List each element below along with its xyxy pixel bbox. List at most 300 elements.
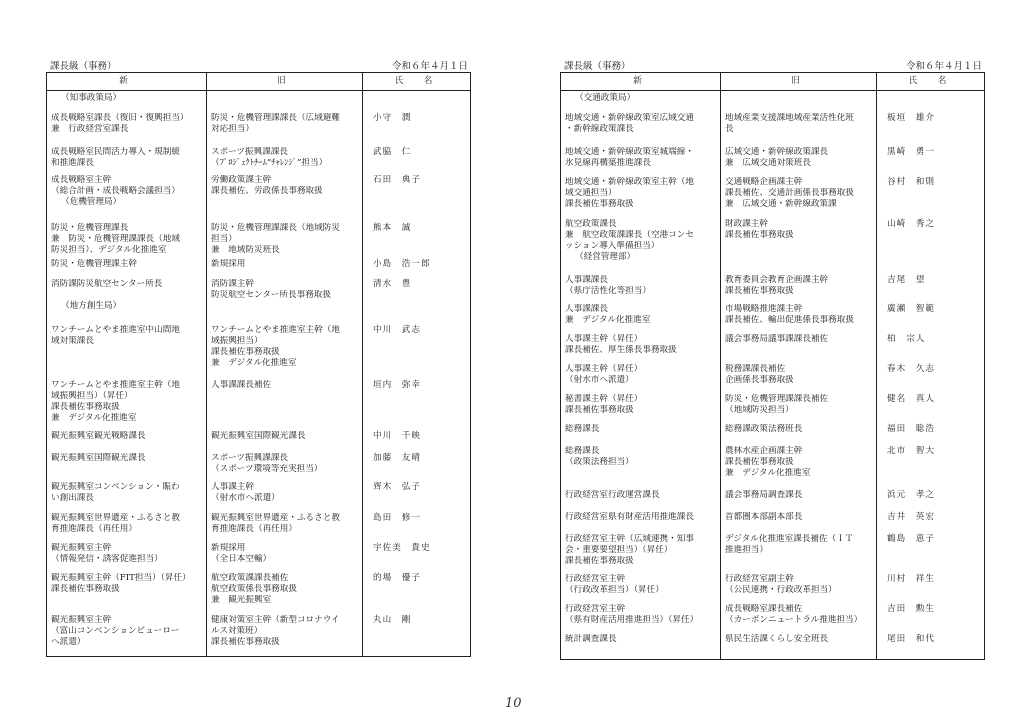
new-position-cell [561, 488, 721, 510]
cell-line: 観光振興室国際観光課長 [51, 452, 146, 463]
cell-line: 人事課課長 [565, 274, 608, 285]
person-name-cell [363, 571, 471, 613]
person-name: 健名 真人 [887, 393, 935, 404]
new-position-cell [561, 510, 721, 532]
cell-line: デジタル化推進室課長補佐（ＩＴ [725, 533, 854, 544]
cell-line: 観光振興室国際観光課長 [211, 430, 306, 441]
cell-line: 総務課政策法務班長 [725, 423, 803, 434]
cell-line: 交通戦略企画課主幹 [725, 176, 803, 187]
new-position-cell [47, 378, 207, 429]
old-position-cell [207, 257, 363, 277]
cell-line: 航空政策係長事務取扱 [211, 583, 297, 594]
person-name-cell [363, 429, 471, 451]
cell-line: （政策法務担当） [565, 456, 634, 467]
cell-line: 県民生活課くらし安全班長 [725, 633, 829, 644]
cell-line: 兼 デジタル化推進室 [211, 357, 297, 368]
cell-line: （射水市へ派遣） [211, 492, 280, 503]
cell-line: 防災・危機管理課主幹 [51, 258, 137, 269]
table-row [47, 571, 471, 613]
new-position-cell [561, 91, 721, 111]
person-name-cell [877, 91, 985, 111]
person-name-cell [877, 632, 985, 660]
cell-line: 防災・危機管理課長 [51, 222, 129, 233]
person-name-cell [877, 422, 985, 444]
left-page [46, 58, 470, 657]
person-name-cell [363, 323, 471, 378]
old-position-cell [721, 175, 877, 217]
person-name-cell [877, 111, 985, 145]
new-position-cell [47, 429, 207, 451]
cell-line: （地域防災担当） [725, 404, 794, 415]
cell-line: （情報発信・誘客促進担当） [51, 553, 163, 564]
old-position-cell [721, 362, 877, 392]
person-name: 鶴島 恵子 [887, 533, 935, 544]
new-position-cell [47, 480, 207, 511]
cell-line: 兼 デジタル化推進室 [565, 314, 651, 325]
cell-line: 観光振興室主幹 [51, 614, 112, 625]
person-name-cell [363, 173, 471, 221]
person-name: 中川 武志 [373, 324, 421, 335]
cell-line: 行政経営室行政運営課長 [565, 489, 660, 500]
cell-line: 課長補佐、交通計画係長事務取扱 [725, 187, 854, 198]
person-name-cell [363, 451, 471, 480]
new-position-cell [561, 332, 721, 362]
person-name-cell [877, 362, 985, 392]
new-position-cell [561, 602, 721, 632]
cell-line: 防災・危機管理課課長（広域避難 [211, 112, 340, 123]
cell-line: 航空政策課課長補佐 [211, 572, 289, 583]
cell-line: 消防課主幹 [211, 278, 254, 289]
header-new: 新 [47, 73, 207, 91]
cell-line: 課長補佐事務取扱 [725, 456, 794, 467]
table-row [47, 221, 471, 257]
table-row [561, 332, 985, 362]
header-name: 氏 名 [877, 73, 985, 91]
cell-line: 議会事務局議事課課長補佐 [725, 333, 829, 344]
person-name-cell [877, 602, 985, 632]
person-name-cell [363, 277, 471, 323]
table-row [561, 111, 985, 145]
cell-line: 観光振興室主幹（FIT担当）（昇任） [51, 572, 191, 583]
cell-line: 兼 地域防災班長 [211, 244, 280, 255]
cell-line: 兼 防災・危機管理課課長（地域 [51, 233, 180, 244]
cell-line: 防災担当）、デジタル化推進室 [51, 244, 167, 255]
cell-line: 市場戦略推進課主幹 [725, 303, 803, 314]
person-name: 吉井 英宏 [887, 511, 935, 522]
table-row [561, 422, 985, 444]
header-name: 氏 名 [363, 73, 471, 91]
person-name-cell [363, 511, 471, 541]
cell-line: 観光振興室世界遺産・ふるさと教 [211, 512, 340, 523]
person-name-cell [363, 145, 471, 173]
old-position-cell [207, 451, 363, 480]
cell-line: 労働政策課主幹 [211, 174, 272, 185]
cell-line: 人事課課長 [565, 303, 608, 314]
cell-line: （総合計画・成長戦略会議担当） [51, 185, 180, 196]
cell-line: 首都圏本部副本部長 [725, 511, 803, 522]
cell-line: 課長補佐事務取扱 [51, 583, 120, 594]
person-name: 川村 祥生 [887, 573, 935, 584]
cell-line: 兼 行政経営室課長 [51, 123, 129, 134]
table-row [561, 632, 985, 660]
cell-line: 課長補佐事務取扱 [565, 404, 634, 415]
old-position-cell [207, 613, 363, 657]
person-name: 黒崎 勇一 [887, 146, 935, 157]
table-row [47, 451, 471, 480]
cell-line: 課長補佐、労政係長事務取扱 [211, 185, 323, 196]
person-name: 北市 智大 [887, 445, 935, 456]
table-row [561, 91, 985, 111]
new-position-cell [561, 632, 721, 660]
left-page-header [46, 58, 470, 72]
cell-line: 兼 広域交通・新幹線政策課 [725, 198, 837, 209]
cell-line: 統計調査課長 [565, 633, 617, 644]
old-position-cell [721, 302, 877, 332]
cell-line: （県庁活性化等担当） [565, 285, 651, 296]
person-name-cell [877, 145, 985, 175]
header-old: 旧 [207, 73, 363, 91]
cell-line: 兼 広域交通対策班長 [725, 157, 811, 168]
old-position-cell [721, 532, 877, 572]
table-row [561, 392, 985, 422]
cell-line: 域振興担当）（昇任） [51, 390, 133, 401]
old-position-cell [207, 429, 363, 451]
person-name [367, 93, 373, 103]
section-heading: （地方創生局） [61, 300, 122, 311]
cell-line: 行政経営室主幹 [565, 603, 626, 614]
cell-line: ・新幹線政策課長 [565, 123, 634, 134]
new-position-cell [47, 145, 207, 173]
right-page-header [560, 58, 984, 72]
cell-line: 新規採用 [211, 542, 246, 553]
cell-line: 議会事務局調査課長 [725, 489, 803, 500]
old-position-cell [721, 572, 877, 602]
person-name: 熊本 誠 [373, 222, 412, 233]
cell-line: スポーツ振興課課長 [211, 452, 289, 463]
old-position-cell [721, 488, 877, 510]
new-position-cell [47, 277, 207, 323]
cell-line: 課長補佐事務取扱 [725, 229, 794, 240]
person-name: 武脇 仁 [373, 146, 412, 157]
cell-line: 人事課主幹（昇任） [565, 333, 643, 344]
cell-line: 行政経営室副主幹 [725, 573, 794, 584]
cell-line: 課長補佐事務取扱 [725, 285, 794, 296]
cell-line: 防災・危機管理課課長（地域防災 [211, 222, 340, 233]
cell-line: ッション導入準備担当） [565, 240, 660, 251]
cell-line: ワンチームとやま推進室主幹（地 [211, 324, 340, 335]
cell-line: （射水市へ派遣） [565, 374, 634, 385]
cell-line: 航空政策課長 [565, 218, 617, 229]
old-position-cell [721, 145, 877, 175]
person-name-cell [877, 332, 985, 362]
table-row [47, 145, 471, 173]
new-position-cell [47, 323, 207, 378]
new-position-cell [561, 392, 721, 422]
person-name: 小島 浩一郎 [373, 258, 431, 269]
person-name: 吉尾 望 [887, 274, 926, 285]
cell-line: ワンチームとやま推進室主幹（地 [51, 379, 180, 390]
person-name: 山崎 秀之 [887, 218, 935, 229]
person-name-cell [363, 378, 471, 429]
person-name: 島田 修一 [373, 512, 421, 523]
table-row [47, 613, 471, 657]
cell-line: 課長補佐事務取扱 [211, 346, 280, 357]
cell-line: 対応担当） [211, 123, 254, 134]
personnel-table-right [560, 72, 985, 660]
cell-line: 地域産業支援課地域産業活性化班 [725, 112, 854, 123]
person-name: 加藤 友晴 [373, 452, 421, 463]
cell-line: （県有財産活用推進担当）（昇任） [565, 614, 699, 625]
old-position-cell [207, 541, 363, 571]
cell-line: 兼 観光振興室 [211, 594, 272, 605]
old-position-cell [721, 422, 877, 444]
table-row [561, 572, 985, 602]
person-name: 垣内 弥幸 [373, 379, 421, 390]
cell-line: 課長補佐事務取扱 [565, 555, 634, 566]
person-name: 小守 潤 [373, 112, 412, 123]
table-row [561, 302, 985, 332]
cell-line: 課長補佐、輸出促進係長事務取扱 [725, 314, 854, 325]
header-new: 新 [561, 73, 721, 91]
table-row [47, 277, 471, 323]
old-position-cell [721, 332, 877, 362]
person-name-cell [877, 217, 985, 273]
new-position-cell [47, 257, 207, 277]
person-name-cell [877, 392, 985, 422]
right-page [560, 58, 984, 660]
old-position-cell [207, 91, 363, 111]
page-number: 10 [505, 696, 522, 711]
class-label: 課長級（事務） [50, 61, 117, 72]
old-position-cell [721, 273, 877, 302]
old-position-cell [207, 323, 363, 378]
cell-line: 総務課長 [565, 423, 600, 434]
table-row [561, 273, 985, 302]
cell-line: スポーツ振興課課長 [211, 146, 289, 157]
table-row [47, 257, 471, 277]
new-position-cell [47, 111, 207, 145]
table-row [561, 488, 985, 510]
cell-line: 長 [725, 123, 734, 134]
table-row [561, 362, 985, 392]
old-position-cell [721, 111, 877, 145]
person-name: 宇佐美 貴史 [373, 542, 431, 553]
old-position-cell [207, 277, 363, 323]
old-position-cell [721, 602, 877, 632]
cell-line: 観光振興室世界遺産・ふるさと教 [51, 512, 180, 523]
cell-line: 地域交通・新幹線政策室広域交通 [565, 112, 694, 123]
cell-line: ワンチームとやま推進室中山間地 [51, 324, 180, 335]
cell-line: 推進担当） [725, 544, 768, 555]
person-name: 春木 久志 [887, 363, 935, 374]
cell-line: い創出課長 [51, 492, 94, 503]
person-name: 谷村 和則 [887, 176, 935, 187]
person-name: 吉田 勲生 [887, 603, 935, 614]
old-position-cell [207, 480, 363, 511]
new-position-cell [47, 173, 207, 221]
cell-line: 和推進課長 [51, 157, 94, 168]
person-name-cell [877, 175, 985, 217]
cell-line: 新規採用 [211, 258, 246, 269]
cell-line: 人事課課長補佐 [211, 379, 272, 390]
table-row [561, 444, 985, 488]
cell-line: 域振興担当） [211, 335, 263, 346]
cell-line: 成長戦略室課長（復旧・復興担当） [51, 112, 189, 123]
new-position-cell [561, 302, 721, 332]
cell-line: （行政改革担当）（昇任） [565, 584, 664, 595]
new-position-cell [47, 91, 207, 111]
cell-line: （公民連携・行政改革担当） [725, 584, 837, 595]
person-name-cell [877, 510, 985, 532]
personnel-table-left [46, 72, 471, 657]
new-position-cell [561, 217, 721, 273]
person-name: 齊木 弘子 [373, 481, 421, 492]
person-name: 中川 千映 [373, 430, 421, 441]
cell-line: 健康対策室主幹（新型コロナウイ [211, 614, 340, 625]
person-name-cell [363, 613, 471, 657]
class-label: 課長級（事務） [564, 61, 631, 72]
person-name: 廣瀬 智範 [887, 303, 935, 314]
section-heading: （経営管理部） [575, 251, 636, 262]
cell-line: 地域交通・新幹線政策室城端線・ [565, 146, 694, 157]
person-name: 的場 優子 [373, 572, 421, 583]
cell-line: （スポーツ環境等充実担当） [211, 463, 323, 474]
cell-line: 人事課主幹（昇任） [565, 363, 643, 374]
date-label: 令和６年４月１日 [905, 61, 982, 72]
person-name-cell [877, 488, 985, 510]
person-name-cell [363, 221, 471, 257]
person-name: 板垣 雄介 [887, 112, 935, 123]
person-name-cell [363, 480, 471, 511]
table-row [47, 480, 471, 511]
new-position-cell [561, 111, 721, 145]
cell-line: 観光振興室主幹 [51, 542, 112, 553]
cell-line: 秘書課主幹（昇任） [565, 393, 643, 404]
person-name-cell [877, 273, 985, 302]
cell-line: 人事課主幹 [211, 481, 254, 492]
old-position-cell [721, 510, 877, 532]
cell-line: 担当） [211, 233, 237, 244]
old-position-cell [207, 111, 363, 145]
person-name: 浜元 孝之 [887, 489, 935, 500]
person-name [881, 93, 887, 103]
section-heading: （危機管理局） [61, 196, 122, 207]
table-row [47, 91, 471, 111]
new-position-cell [47, 451, 207, 480]
new-position-cell [561, 273, 721, 302]
new-position-cell [561, 572, 721, 602]
cell-line: 総務課長 [565, 445, 600, 456]
old-position-cell [721, 632, 877, 660]
table-row [47, 511, 471, 541]
new-position-cell [561, 175, 721, 217]
person-name-cell [877, 532, 985, 572]
table-row [47, 173, 471, 221]
person-name-cell [877, 302, 985, 332]
cell-line: 行政経営室県有財産活用推進課長 [565, 511, 694, 522]
cell-line: 成長戦略室主幹 [51, 174, 112, 185]
table-row [561, 217, 985, 273]
table-row [561, 532, 985, 572]
cell-line: 育推進課長（再任用） [51, 523, 137, 534]
cell-line: 財政課主幹 [725, 218, 768, 229]
old-position-cell [721, 91, 877, 111]
cell-line: （富山コンベンションビューロー [51, 625, 180, 636]
cell-line: 税務課課長補佐 [725, 363, 786, 374]
person-name: 柏 宗人 [887, 333, 926, 344]
cell-line: （全日本空輸） [211, 553, 272, 564]
cell-line: 広域交通・新幹線政策課長 [725, 146, 829, 157]
cell-line: 育推進課長（再任用） [211, 523, 297, 534]
cell-line: 課長補佐事務取扱 [565, 198, 634, 209]
old-position-cell [207, 511, 363, 541]
cell-line: 兼 デジタル化推進室 [725, 467, 811, 478]
new-position-cell [561, 362, 721, 392]
cell-line: ルス対策班） [211, 625, 263, 636]
person-name: 石田 典子 [373, 174, 421, 185]
cell-line: 課長補佐事務取扱 [211, 636, 280, 647]
table-row [561, 510, 985, 532]
person-name: 清水 豊 [373, 278, 412, 289]
table-row [47, 378, 471, 429]
table-row [47, 323, 471, 378]
person-name-cell [877, 572, 985, 602]
person-name: 福田 聡浩 [887, 423, 935, 434]
cell-line: 会・重要要望担当）（昇任） [565, 544, 673, 555]
old-position-cell [207, 378, 363, 429]
new-position-cell [561, 145, 721, 175]
cell-line: へ派遣） [51, 636, 86, 647]
cell-line: 域交通担当） [565, 187, 617, 198]
cell-line: 成長戦略室民間活力導入・規制緩 [51, 146, 180, 157]
person-name: 尾田 和代 [887, 633, 935, 644]
cell-line: 消防課防災航空センター所長 [51, 278, 163, 289]
table-row [561, 145, 985, 175]
old-position-cell [721, 217, 877, 273]
old-position-cell [207, 221, 363, 257]
person-name-cell [363, 541, 471, 571]
table-row [47, 111, 471, 145]
new-position-cell [561, 444, 721, 488]
cell-line: 地域交通・新幹線政策室主幹（地 [565, 176, 694, 187]
date-label: 令和６年４月１日 [391, 61, 468, 72]
cell-line [51, 290, 203, 301]
cell-line: 農林水産企画課主幹 [725, 445, 803, 456]
old-position-cell [207, 173, 363, 221]
person-name-cell [363, 257, 471, 277]
cell-line: 企画係長事務取扱 [725, 374, 794, 385]
cell-line: （カーボンニュートラル推進担当） [725, 614, 863, 625]
section-heading: （知事政策局） [61, 93, 122, 103]
table-row [47, 429, 471, 451]
old-position-cell [207, 571, 363, 613]
new-position-cell [47, 541, 207, 571]
new-position-cell [561, 532, 721, 572]
cell-line: 兼 デジタル化推進室 [51, 412, 137, 423]
old-position-cell [721, 444, 877, 488]
cell-line: 行政経営室主幹 [565, 573, 626, 584]
cell-line: 成長戦略室課長補佐 [725, 603, 803, 614]
cell-line: （ﾌﾟﾛｼﾞｪｸﾄﾁｰﾑ“ﾁｬﾚﾝｼﾞ”担当） [211, 157, 328, 168]
cell-line: 教育委員会教育企画課主幹 [725, 274, 829, 285]
new-position-cell [47, 571, 207, 613]
table-row [47, 541, 471, 571]
cell-line: 兼 航空政策課課長（空港コンセ [565, 229, 694, 240]
person-name-cell [363, 111, 471, 145]
new-position-cell [561, 422, 721, 444]
section-heading: （交通政策局） [575, 93, 636, 103]
cell-line: 観光振興室コンベンション・賑わ [51, 481, 180, 492]
